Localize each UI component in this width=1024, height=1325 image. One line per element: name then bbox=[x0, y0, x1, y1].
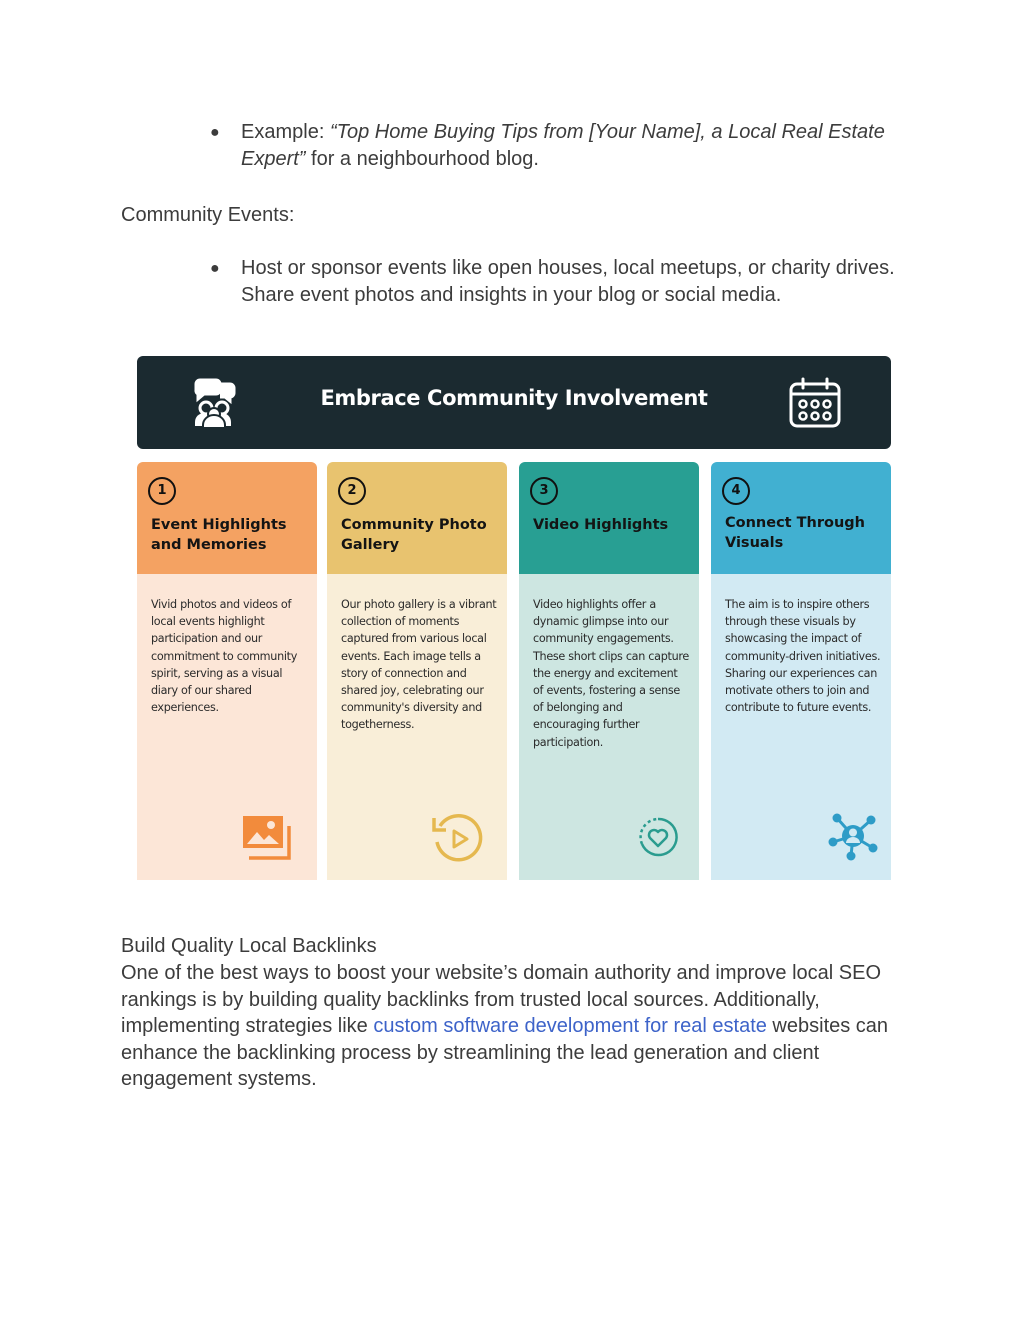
card-header bbox=[327, 462, 507, 574]
backlinks-heading: Build Quality Local Backlinks bbox=[121, 935, 377, 957]
example-bullet-text bbox=[241, 119, 921, 173]
community-events-bullet: Host or sponsor events like open houses, local meetups, or charity drives. Share event photos and insights in your blog or social media. bbox=[241, 257, 895, 306]
custom-software-link[interactable]: custom software development for real estate bbox=[373, 1015, 767, 1038]
card-text: Our photo gallery is a vibrant collection of moments captured from various local events. Each image tells a story of connection and shared joy, celebrating our community's diversity and togetherness. bbox=[341, 598, 497, 732]
bullet-dot: ● bbox=[210, 260, 220, 277]
community-events-heading: Community Events: bbox=[121, 204, 295, 226]
photo-gallery-icon bbox=[241, 814, 293, 860]
card-text: Video highlights offer a dynamic glimpse into our community engagements. These short clips can capture the energy and excitement of events, fostering a sense of belonging and encouraging further participation. bbox=[533, 598, 690, 749]
card-header bbox=[519, 462, 699, 574]
card-body bbox=[137, 574, 317, 880]
calendar-icon bbox=[788, 376, 842, 430]
card-header bbox=[711, 462, 891, 574]
infographic-header bbox=[137, 356, 891, 449]
infographic-title: Embrace Community Involvement bbox=[320, 386, 708, 410]
example-quote: “Top Home Buying Tips from [Your Name], a Local Real Estate Expert” bbox=[241, 121, 885, 170]
card-event-highlights bbox=[137, 462, 317, 880]
card-header bbox=[137, 462, 317, 574]
backlinks-paragraph bbox=[121, 960, 901, 1093]
example-prefix: Example: bbox=[241, 121, 330, 143]
card-title: Community Photo Gallery bbox=[341, 517, 487, 553]
card-body bbox=[327, 574, 507, 880]
card-text: Vivid photos and videos of local events highlight participation and our commitment to community spirit, serving as a visual diary of our shared experiences. bbox=[151, 598, 298, 715]
backlinks-text-before: One of the best ways to boost your website’s domain authority and improve local SEO rankings is by building quality backlinks from trusted local sources. Additionally, implementing strategies like bbox=[121, 962, 882, 1038]
card-number: 4 bbox=[722, 477, 750, 505]
card-community-photo-gallery bbox=[327, 462, 507, 880]
card-video-highlights bbox=[519, 462, 699, 880]
card-number: 3 bbox=[530, 477, 558, 505]
backlinks-text-after: websites can enhance the backlinking process by streamlining the lead generation and client engagement systems. bbox=[121, 1015, 889, 1091]
heart-circle-icon bbox=[637, 816, 679, 858]
card-title: Event Highlights and Memories bbox=[151, 517, 287, 553]
card-text: The aim is to inspire others through these visuals by showcasing the impact of community-driven initiatives. Sharing our experiences can motivate others to join and contribute to future events. bbox=[725, 598, 881, 715]
card-title: Connect Through Visuals bbox=[725, 515, 866, 551]
card-title: Video Highlights bbox=[533, 517, 669, 533]
bullet-dot: ● bbox=[210, 124, 220, 141]
card-connect-through-visuals bbox=[711, 462, 891, 880]
replay-icon bbox=[431, 812, 485, 866]
card-number: 2 bbox=[338, 477, 366, 505]
example-suffix: for a neighbourhood blog. bbox=[305, 148, 539, 170]
card-body bbox=[519, 574, 699, 880]
people-group-icon bbox=[192, 376, 238, 428]
network-icon bbox=[827, 810, 879, 862]
card-number: 1 bbox=[148, 477, 176, 505]
card-body bbox=[711, 574, 891, 880]
